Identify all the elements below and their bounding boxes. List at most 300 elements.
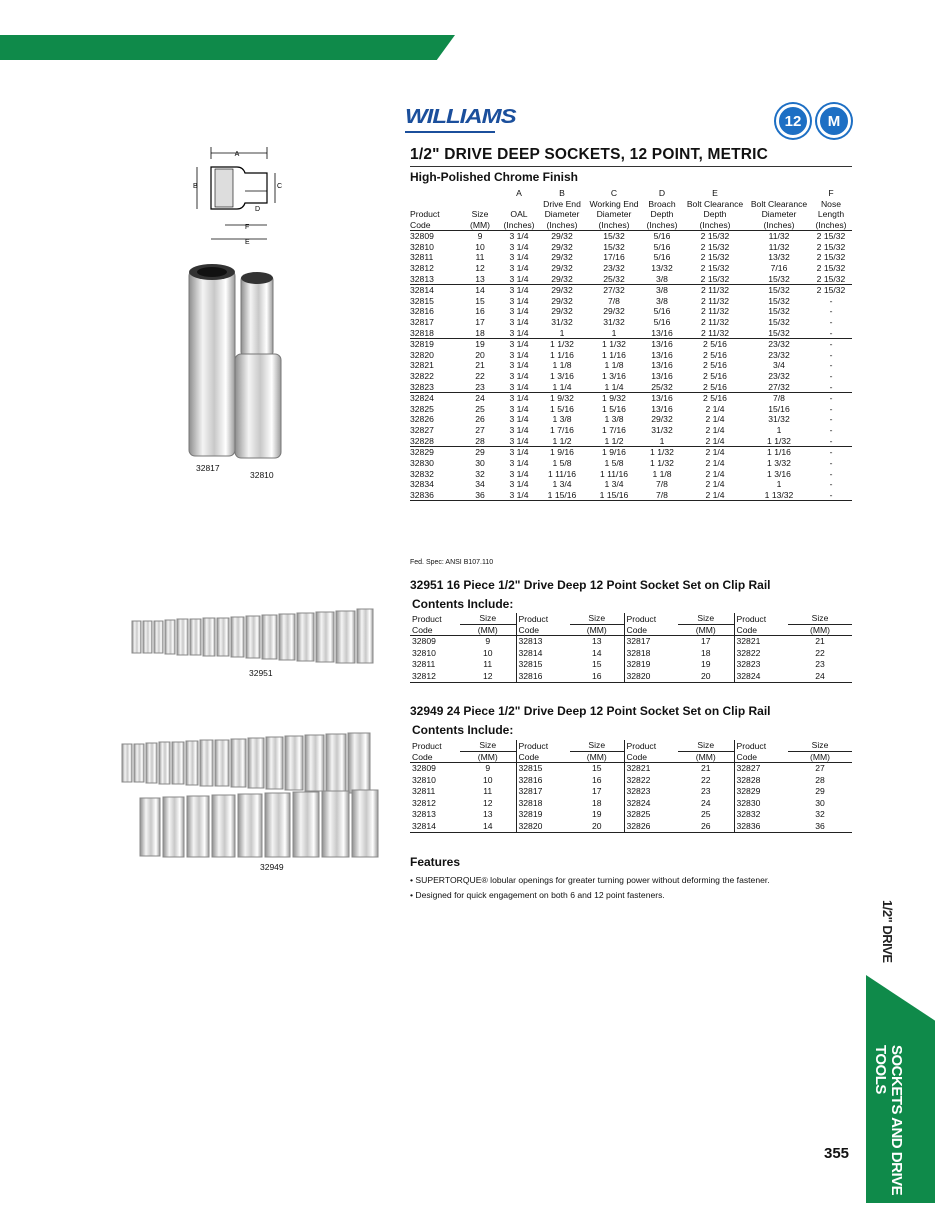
spec-cell: 3 1/4 [509,393,529,404]
table-row [410,263,852,274]
set-header-code: Product [624,740,678,751]
spec-cell: 32821 [410,360,434,371]
spec-cell: 3/8 [642,274,682,285]
spec-cell: - [829,306,833,317]
spec-cell: 1 1/32 [748,436,810,447]
table-row [410,636,852,648]
set-cell-size: 24 [700,797,711,808]
diagram-label-a: A [234,151,240,158]
spec-cell: 9 [477,231,483,241]
set-header-code: Code [410,751,460,763]
set-header-code: Product [734,613,788,624]
spec-cell: 24 [475,393,485,404]
set-cell-size: 16 [570,671,624,683]
spec-cell: 5/16 [653,241,671,252]
spec-cell: 31/32 [551,317,573,328]
set-cell-size: 9 [485,636,491,646]
set-cell-code: 32817 [516,786,570,798]
diagram-label-f: F [245,224,250,231]
spec-header-cell [460,188,500,199]
spec-cell: 3 1/4 [500,490,538,501]
spec-cell: 1 1/8 [652,468,672,479]
spec-cell: 22 [475,371,485,382]
set-cell-code: 32821 [624,763,678,775]
table-row [410,371,852,382]
table-row [410,763,852,775]
spec-cell: 5/16 [653,231,671,241]
image-label-32949: 32949 [260,862,284,872]
page-title: 1/2" DRIVE DEEP SOCKETS, 12 POINT, METRIC [410,146,769,163]
spec-cell: 1 9/16 [602,447,626,458]
spec-cell: 31/32 [603,317,625,328]
set-cell-size: 11 [483,659,493,669]
spec-cell: 3 1/4 [509,425,529,436]
spec-header-cell: A [516,188,522,198]
logo-underline [405,131,495,133]
spec-cell: - [829,414,833,425]
table-row [410,775,852,787]
spec-cell: - [829,371,833,382]
spec-cell: 3 1/4 [509,285,529,296]
set-header-size: (MM) [678,751,734,763]
spec-header-cell [500,199,538,210]
spec-cell: 1 1/16 [602,349,626,360]
spec-cell: 32 [475,468,485,479]
table-row [410,671,852,683]
set-cell-size: 14 [460,821,516,833]
spec-header-cell: (Inches) [642,220,682,231]
table-row [410,317,852,328]
spec-cell: 2 1/4 [705,425,725,436]
spec-header-cell: (Inches) [586,220,642,231]
set-header-code: Code [516,624,570,636]
spec-cell: 31/32 [768,414,790,425]
spec-header-cell: (Inches) [682,220,748,231]
spec-cell: 1 3/8 [552,414,572,425]
spec-header-cell: (Inches) [810,220,852,231]
set-32949-title: 32949 24 Piece 1/2" Drive Deep 12 Point Socket Set on Clip Rail [410,704,771,718]
diagram-label-c: C [277,183,283,190]
spec-cell: 1 [586,328,642,339]
spec-cell: 3 1/4 [509,262,529,273]
set-cell-size: 13 [482,809,493,819]
spec-cell: 2 15/32 [700,241,730,252]
table-row [410,447,852,458]
spec-cell: 32824 [410,393,434,404]
table-row [410,404,852,415]
spec-cell: 3 1/4 [509,295,529,306]
spec-header-cell: D [658,188,666,198]
set-header-size: (MM) [460,624,516,636]
spec-cell: 3 1/4 [509,360,529,371]
spec-cell: 2 15/32 [700,262,730,273]
set-cell-code: 32815 [516,763,570,775]
spec-cell: - [829,447,833,458]
set-cell-code: 32814 [410,821,460,833]
spec-cell: 15/32 [768,285,790,296]
spec-cell: 2 5/16 [703,371,727,382]
spec-header-cell: Working End [589,198,639,209]
spec-cell: 2 15/32 [816,262,846,273]
spec-cell: 2 5/16 [703,393,727,404]
spec-cell: 23/32 [603,262,625,273]
set-cell-code: 32824 [734,671,788,683]
spec-header-cell: C [610,188,618,198]
table-row [410,252,852,263]
set-cell-size: 14 [591,647,602,658]
spec-cell: 2 11/32 [700,306,730,317]
spec-cell: 3 1/4 [509,414,529,425]
spec-cell: - [829,403,833,414]
set-32949-contents-label: Contents Include: [412,723,514,737]
spec-cell: - [829,425,833,436]
spec-cell: 23/32 [768,371,790,382]
spec-cell: 32830 [410,457,434,468]
table-row [410,285,852,296]
set-cell-size: 21 [700,763,711,773]
spec-cell: 2 11/32 [682,328,748,339]
set-cell-code: 32810 [412,774,436,785]
set-header-code: Code [734,624,788,636]
spec-cell: 11/32 [768,231,790,241]
spec-cell: 1 15/16 [538,490,586,501]
spec-cell: 15/32 [768,317,790,328]
spec-cell: 3 1/4 [509,479,529,490]
spec-cell: 1 1/16 [550,349,574,360]
set-cell-size: 19 [700,659,711,669]
set-cell-code: 32812 [410,671,460,683]
set-32949-contents-table [410,740,852,833]
spec-cell: 32812 [410,262,434,273]
spec-cell: 36 [460,490,500,501]
spec-cell: 32826 [410,414,434,425]
spec-cell: 3 1/4 [509,349,529,360]
set-cell-code: 32813 [516,636,570,648]
spec-cell: 3 1/4 [509,468,529,479]
set-cell-code: 32820 [624,671,678,683]
spec-cell: 3 1/4 [509,252,529,263]
spec-cell: 2 15/32 [816,285,846,296]
feature-item: • SUPERTORQUE® lobular openings for greater turning power without deforming the fastener. [410,873,770,888]
spec-cell: - [829,360,833,371]
spec-cell: 17 [475,317,485,328]
side-section-label: 1/2" DRIVE [880,900,895,963]
spec-cell: 1 9/16 [550,447,574,458]
feature-item: • Designed for quick engagement on both 6 and 12 point fasteners. [410,888,770,903]
spec-cell: 7/8 [773,393,785,404]
spec-header-cell [410,188,460,199]
spec-cell: - [829,468,833,479]
spec-header-cell: Depth [703,209,727,219]
spec-cell: 1 7/16 [550,425,574,436]
spec-cell: 2 15/32 [682,274,748,285]
set-32951-contents-table [410,613,852,683]
set-cell-code: 32820 [516,821,570,833]
spec-cell: 13/32 [768,252,790,263]
spec-cell: 32810 [410,241,434,252]
spec-cell: 32823 [410,382,460,393]
set-cell-code: 32828 [734,775,788,787]
set-cell-size: 18 [591,797,602,808]
williams-logo: WILLIAMS [405,105,516,129]
spec-cell: 3 1/4 [509,306,529,317]
spec-cell: 7/16 [770,262,788,273]
spec-cell: 29/32 [551,262,573,273]
set-cell-code: 32815 [516,659,570,671]
spec-cell: 5/16 [653,317,671,328]
spec-cell: - [829,339,833,350]
set-cell-code: 32810 [412,647,436,658]
table-row [410,798,852,810]
set-cell-code: 32818 [516,798,570,810]
set-cell-code: 32821 [734,636,788,648]
spec-cell: 3 1/4 [509,339,529,350]
spec-cell: 1 1/2 [586,436,642,447]
spec-cell: 15/32 [768,306,790,317]
spec-cell: 29/32 [538,274,586,285]
table-row [410,296,852,307]
spec-cell: 2 1/4 [682,490,748,501]
image-label-32951: 32951 [249,668,273,678]
spec-cell: 32822 [410,371,434,382]
set-header-code: Product [516,740,570,751]
spec-cell: 29 [475,447,485,458]
metric-badge-icon: M [817,104,851,138]
diagram-label-d: D [255,206,261,213]
image-label-32810: 32810 [250,470,274,480]
set-cell-size: 28 [815,774,825,785]
set-header-code: Product [734,740,788,751]
spec-cell: 13 [460,274,500,285]
set-header-size: Size [570,740,624,751]
spec-cell: 2 1/4 [705,479,725,490]
spec-cell: 29/32 [551,252,573,263]
spec-header-cell: F [828,188,834,198]
table-row [410,350,852,361]
table-row [410,479,852,490]
set-cell-code: 32819 [516,809,570,821]
set-cell-size: 20 [570,821,624,833]
spec-cell: 1 1/32 [602,339,626,350]
spec-cell: 3 1/4 [509,371,529,382]
table-row [410,425,852,436]
set-cell-code: 32811 [412,786,436,796]
set-cell-size: 22 [700,774,711,785]
spec-cell: 1 [642,436,682,447]
table-row [410,436,852,447]
set-cell-size: 17 [591,786,602,796]
spec-cell: 2 1/4 [705,457,725,468]
set-cell-size: 26 [678,821,734,833]
set-cell-code: 32814 [516,648,570,660]
set-header-size: (MM) [460,751,516,763]
spec-cell: - [829,457,833,468]
spec-cell: 2 1/4 [705,468,725,479]
set-header-code: Product [412,613,442,624]
set-cell-size: 18 [700,647,711,658]
spec-cell: - [829,349,833,360]
set-cell-code: 32823 [734,659,788,671]
spec-cell: 29/32 [551,231,573,241]
spec-cell: 3 1/4 [500,382,538,393]
set-header-code: Code [516,751,570,763]
spec-header-cell: Size [471,209,489,219]
set-header-code: Product [412,740,442,751]
set-header-size: (MM) [788,624,852,636]
spec-cell: 2 11/32 [700,295,730,306]
table-row [410,360,852,371]
set-cell-size: 29 [815,786,825,796]
table-row [410,382,852,393]
spec-cell: 32817 [410,317,434,328]
spec-header-cell: Length [817,209,845,219]
table-row [410,328,852,339]
spec-cell: 29/32 [551,306,573,317]
spec-cell: 2 1/4 [705,403,725,414]
spec-cell: 3 1/4 [509,457,529,468]
page-subtitle: High-Polished Chrome Finish [410,170,579,184]
spec-cell: 2 5/16 [703,360,727,371]
set-cell-code: 32836 [734,821,788,833]
spec-cell: 2 15/32 [816,231,846,241]
spec-header-cell: (Inches) [500,220,538,231]
spec-cell: - [829,317,833,328]
set-32951-title: 32951 16 Piece 1/2" Drive Deep 12 Point Socket Set on Clip Rail [410,578,771,592]
spec-cell: 32815 [410,295,434,306]
spec-cell: 13/16 [651,360,673,371]
set-cell-size: 10 [482,774,493,785]
spec-cell: 1 [538,328,586,339]
spec-cell: 1 11/16 [547,468,577,479]
set-header-code: Product [516,613,570,624]
set-cell-code: 32823 [624,786,678,798]
set-cell-size: 17 [700,636,711,646]
spec-cell: 28 [460,436,500,447]
set-header-size: (MM) [678,624,734,636]
spec-cell: 32811 [410,252,434,263]
set-cell-code: 32819 [624,659,678,671]
set-cell-code: 32809 [412,763,436,773]
spec-cell: 2 5/16 [703,339,727,350]
spec-cell: 1 7/16 [602,425,626,436]
spec-cell: 1 1/8 [552,360,572,371]
spec-cell: 11/32 [768,241,790,252]
spec-cell: 32832 [410,468,434,479]
spec-cell: 32834 [410,479,434,490]
deep-sockets-photo [185,262,290,462]
spec-cell: 23 [460,382,500,393]
set-cell-size: 19 [591,809,602,819]
table-row [410,821,852,833]
spec-cell: - [810,436,852,447]
set-cell-size: 23 [815,659,825,669]
spec-cell: 1 3/16 [602,371,626,382]
spec-header-cell [410,199,460,210]
set-cell-code: 32809 [412,636,436,646]
spec-cell: 3 1/4 [500,436,538,447]
set-header-size: Size [678,613,734,624]
spec-header-cell: Bolt Clearance [686,198,744,209]
spec-cell: 1 1/16 [767,447,791,458]
spec-cell: 2 1/4 [682,436,748,447]
spec-header-cell: (Inches) [748,220,810,231]
spec-header-cell: Code [410,220,460,231]
spec-cell: 3 1/4 [500,274,538,285]
set-cell-size: 22 [815,647,825,658]
spec-cell: 15/16 [768,403,790,414]
table-row [410,339,852,350]
spec-cell: 7/8 [656,479,668,490]
set-cell-size: 23 [700,786,711,796]
spec-cell: 30 [475,457,485,468]
spec-cell: 14 [475,285,485,296]
spec-cell: 5/16 [653,252,671,263]
set-header-code: Code [734,751,788,763]
set-cell-size: 9 [485,763,491,773]
set-header-size: Size [788,613,852,624]
spec-cell: 18 [460,328,500,339]
spec-cell: 32820 [410,349,434,360]
spec-cell: 2 15/32 [816,252,846,263]
spec-cell: 11 [475,252,485,263]
spec-cell: 15/32 [748,328,810,339]
spec-header-cell: Diameter [761,209,797,219]
table-row [410,242,852,253]
set-header-size: Size [678,740,734,751]
set-cell-size: 13 [591,636,602,646]
spec-cell: 26 [475,414,485,425]
spec-header-cell [748,188,810,199]
spec-header-cell: (MM) [460,220,500,231]
set-cell-code: 32827 [734,763,788,775]
spec-cell: 1 1/4 [586,382,642,393]
set-cell-size: 16 [591,774,602,785]
set-header-size: Size [788,740,852,751]
spec-cell: 2 11/32 [700,285,730,296]
spec-header-cell: Product [410,209,440,219]
spec-header-cell: E [712,188,718,198]
spec-cell: 13/16 [651,371,673,382]
spec-cell: 1 15/16 [586,490,642,501]
spec-cell: 1 3/4 [552,479,572,490]
set-cell-code: 32825 [624,809,678,821]
spec-cell: 13/32 [651,262,673,273]
socket-set-16-photo [130,605,375,665]
spec-cell: 15/32 [748,274,810,285]
table-row [410,414,852,425]
spec-cell: 32814 [410,285,434,296]
spec-cell: 32809 [410,231,434,241]
spec-cell: 2 11/32 [700,317,730,328]
spec-cell: 32836 [410,490,460,501]
set-cell-size: 32 [815,809,825,819]
spec-cell: 21 [475,360,485,371]
spec-header-cell: Diameter [544,209,580,219]
spec-cell: 3 1/4 [509,447,529,458]
set-header-size: Size [460,613,516,624]
set-header-code: Code [624,751,678,763]
spec-cell: 1 5/8 [552,457,572,468]
spec-cell: 2 1/4 [705,414,725,425]
spec-cell: 13/16 [651,393,673,404]
spec-cell: 25/32 [586,274,642,285]
set-cell-code: 32816 [516,775,570,787]
table-row [410,393,852,404]
spec-cell: 29/32 [603,306,625,317]
set-cell-code: 32824 [624,798,678,810]
spec-cell: 32816 [410,306,434,317]
set-cell-code: 32829 [734,786,788,798]
